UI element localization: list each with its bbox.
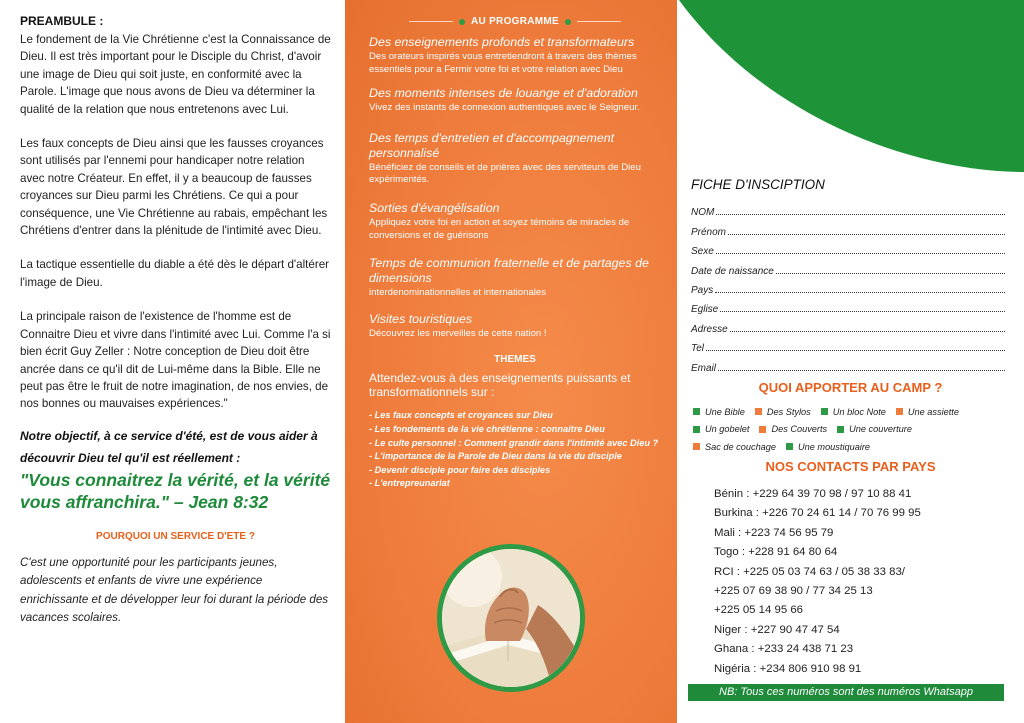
orange-square-icon (759, 426, 766, 433)
green-square-icon (693, 426, 700, 433)
form-title: FICHE D'INSCIPTION (691, 177, 825, 192)
preamble-paragraph-4: La principale raison de l'existence de l'homme est de Connaitre Dieu et vivre dans l'intimité avec Lui. Comme l'a si bien écrit Guy Zeller : Notre conception de Dieu doit être ancrée dans ce qu'il dit de Lui-même dans la Bible. Elle ne peut pas être le fruit de notre imagination, de nos envies, de nos bonnes ou mauvaises expériences." (20, 310, 331, 411)
left-panel (0, 0, 345, 723)
bring-item (693, 421, 749, 439)
form-field-nom[interactable] (691, 199, 1005, 218)
program-item (369, 201, 661, 242)
field-label: NOM (691, 207, 715, 219)
preamble-paragraph-3: La tactique essentielle du diable a été dès le départ d'altérer l'image de Dieu. (20, 258, 330, 289)
bullet-dot-icon (565, 19, 571, 25)
program-panel (345, 0, 677, 723)
program-item (369, 35, 661, 76)
program-item-desc: Découvrez les merveilles de cette nation ! (369, 327, 547, 339)
program-item-desc: Appliquez votre foi en action et soyez témoins de miracles de conversions et de guérisons (369, 216, 630, 241)
field-label: Adresse (691, 323, 728, 335)
contact-niger: Niger : +227 90 47 47 54 (714, 623, 840, 636)
bring-item (693, 438, 776, 456)
contact-ghana: Ghana : +233 24 438 71 23 (714, 643, 854, 656)
contact-mali: Mali : +223 74 56 95 79 (714, 526, 834, 539)
field-label: Eglise (691, 304, 719, 316)
field-line[interactable] (776, 273, 1005, 274)
bring-list (693, 403, 1013, 456)
bring-item-label: Une moustiquaire (798, 441, 871, 452)
why-text: C'est une opportunité pour les participants jeunes, adolescents et enfants de vivre une expérience enrichissante et de développer leur foi durant la période des vacances scolaires. (20, 555, 329, 624)
contact-rci-3: +225 05 14 95 66 (714, 604, 803, 617)
contacts-list (714, 485, 921, 679)
orange-square-icon (755, 408, 762, 415)
form-field-sexe[interactable] (691, 238, 1005, 257)
field-line[interactable] (720, 311, 1005, 312)
form-field-adresse[interactable] (691, 315, 1005, 334)
program-item-desc: Des orateurs inspirés vous entretiendront à travers des thèmes essentiels pour a Fermir votre foi et votre relation avec Dieu (369, 51, 637, 75)
contact-togo: Togo : +228 91 64 80 64 (714, 546, 838, 559)
bring-item-label: Une Bible (705, 406, 745, 417)
praying-hands-icon (442, 549, 580, 687)
bring-item (837, 421, 912, 439)
contact-benin: Bénin : +229 64 39 70 98 / 97 10 88 41 (714, 488, 912, 500)
theme-item: - L'entrepreunariat (369, 478, 450, 489)
form-field-email[interactable] (691, 354, 1005, 373)
program-header (369, 16, 661, 27)
program-item-title: Des moments intenses de louange et d'adoration (369, 86, 638, 101)
field-line[interactable] (716, 253, 1005, 254)
program-item-desc: interdenominationnelles et internationales (369, 287, 547, 299)
field-line[interactable] (718, 370, 1005, 371)
program-item-desc: Bénéficiez de conseils et de prières avec des serviteurs de Dieu expérimentés. (369, 161, 641, 186)
objective-text: Notre objectif, à ce service d'été, est de vous aider à découvrir Dieu tel qu'il est réellement : (20, 428, 318, 465)
program-item-title: Temps de communion fraternelle et de partages de dimensions (369, 256, 649, 286)
orange-square-icon (896, 408, 903, 415)
bring-item (896, 403, 959, 421)
preamble-paragraph-2: Les faux concepts de Dieu ainsi que les fausses croyances sont utilisés par l'ennemi pour handicaper notre relation avec notre Créateur. En effet, il y a beaucoup de fausses croyances sur Dieu parmi les Chrétiens. Ce qui a pour conséquence, une Vie Chrétienne au rabais, empêchant les Chrétiens d'entrer dans la plénitude de l'intimité avec Dieu. (20, 137, 328, 238)
contact-nigeria: Nigéria : +234 806 910 98 91 (714, 662, 862, 675)
theme-item: - Le culte personnel : Comment grandir dans l'intimité avec Dieu ? (369, 437, 659, 448)
field-label: Email (691, 362, 717, 374)
program-item-title: Visites touristiques (369, 311, 473, 326)
field-line[interactable] (730, 331, 1005, 332)
field-line[interactable] (728, 234, 1005, 235)
form-field-prenom[interactable] (691, 218, 1005, 237)
program-item-title: Sorties d'évangélisation (369, 200, 500, 215)
bring-item (786, 438, 870, 456)
form-field-eglise[interactable] (691, 296, 1005, 315)
green-square-icon (837, 426, 844, 433)
field-line[interactable] (715, 292, 1005, 293)
bring-item (693, 403, 745, 421)
whatsapp-note: NB: Tous ces numéros sont des numéros Whatsapp (688, 684, 1004, 701)
themes-title: THEMES (494, 354, 536, 366)
field-label: Pays (691, 284, 714, 296)
program-item-title: Des enseignements profonds et transformateurs (369, 35, 635, 49)
field-label: Tel (691, 343, 704, 355)
divider (409, 21, 453, 22)
registration-form (691, 199, 1005, 374)
green-square-icon (786, 443, 793, 450)
program-item (369, 312, 661, 341)
form-field-date-naissance[interactable] (691, 257, 1005, 276)
bring-item-label: Une couverture (849, 424, 912, 435)
bring-item-label: Des Couverts (771, 424, 828, 435)
program-item (369, 86, 661, 115)
bible-quote: "Vous connaitrez la vérité, et la vérité vous affranchira." – Jean 8:32 (20, 469, 331, 512)
preamble-paragraph-1: Le fondement de la Vie Chrétienne c'est la Connaissance de Dieu. Il est très important pour le Disciple du Christ, d'avoir une image de Dieu qui soit juste, en conformité avec la Parole. L'image que nous avons de Dieu va déterminer la qualité de la relation que nous entretenons avec Lui. (20, 33, 331, 116)
theme-item: - Les fondements de la vie chrétienne : connaitre Dieu (369, 423, 605, 434)
why-title: POURQUOI UN SERVICE D'ETE ? (96, 530, 255, 542)
contact-rci-2: +225 07 69 38 90 / 77 34 25 13 (714, 585, 873, 598)
program-title: AU PROGRAMME (470, 16, 560, 27)
themes-list (369, 409, 661, 491)
field-line[interactable] (706, 350, 1005, 351)
bullet-dot-icon (459, 19, 465, 25)
green-square-icon (821, 408, 828, 415)
field-label: Date de naissance (691, 265, 774, 277)
contact-rci: RCI : +225 05 03 74 63 / 05 38 33 83/ (714, 565, 905, 578)
form-field-pays[interactable] (691, 277, 1005, 296)
praying-hands-photo (437, 544, 585, 692)
form-field-tel[interactable] (691, 335, 1005, 354)
bring-item (821, 403, 886, 421)
preamble-title: PREAMBULE : (20, 14, 104, 28)
green-swoosh-decoration (677, 0, 1024, 175)
contacts-title: NOS CONTACTS PAR PAYS (765, 459, 936, 474)
registration-panel (677, 0, 1024, 723)
theme-item: - Devenir disciple pour faire des disciples (369, 464, 551, 475)
bring-item-label: Un bloc Note (832, 406, 886, 417)
contact-burkina: Burkina : +226 70 24 61 14 / 70 76 99 95 (714, 507, 921, 520)
bring-item (755, 403, 811, 421)
themes-intro: Attendez-vous à des enseignements puissants et transformationnels sur : (369, 371, 631, 400)
divider (577, 21, 621, 22)
bring-item-label: Des Stylos (766, 406, 811, 417)
bring-item-label: Un gobelet (705, 424, 750, 435)
green-square-icon (693, 408, 700, 415)
theme-item: - L'importance de la Parole de Dieu dans la vie du disciple (369, 451, 622, 462)
program-item-desc: Vivez des instants de connexion authentiques avec le Seigneur. (369, 102, 640, 114)
bring-item-label: Une assiette (907, 406, 959, 417)
field-label: Prénom (691, 226, 727, 238)
orange-square-icon (693, 443, 700, 450)
bring-item-label: Sac de couchage (705, 441, 777, 452)
bring-item (759, 421, 827, 439)
program-item (369, 256, 661, 300)
theme-item: - Les faux concepts et croyances sur Dieu (369, 410, 553, 421)
field-label: Sexe (691, 246, 714, 258)
field-line[interactable] (716, 214, 1005, 215)
program-item-title: Des temps d'entretien et d'accompagnement personnalisé (369, 130, 615, 160)
program-item (369, 131, 661, 187)
bring-title: QUOI APPORTER AU CAMP ? (758, 380, 943, 395)
